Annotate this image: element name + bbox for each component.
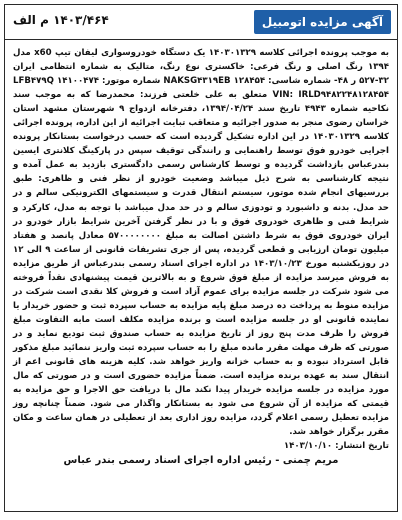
notice-page: [4, 4, 398, 512]
publication-line: [5, 439, 397, 453]
notice-header: [5, 5, 397, 40]
notice-body: به موجب پرونده اجرائی کلاسه ۱۴۰۳۰۱۳۲۹ یک دستگاه خودروسواری لیفان تیپ x60 مدل ۱۳۹۴ رنگ اصلی و رنگ فرعی: خاکستری نوع رنگ، متالیک به شماره انتظامی ایران ۳۲-۵۲۷ ر ۴۸- شماره شاسی: NAKSG۴۳۱۹EB ۱۲۸۴۵۴ شماره موتور: LFB۴۷۹Q ۱۴۱۰۰۴۷۴ VIN: IRLD۹۴۸۲۲۴۸۱۲۸۴۵۴ متعلق به علی خلعتی فرزند: محمدرضا که به موجب سند نکاحیه شماره ۴۹۴۳ تاریخ سند ۱۳۹۴/۰۴/۲۴، دفترخانه ازدواج ۹ شهرستان مشهد استان خراسان رضوی منجر به صدور اجرائیه و متعاقب تبایت اجرائیه از این اداره، پرونده اجرائی کلاسه ۱۴۰۳۰۱۳۲۹ در این اداره تشکیل گردیده است که حسب درخواست بستانکار پرونده اجرایی خودرو فوق توسط راهنمایی و رانندگی توقیف سپس در پارکینگ کلانتری ایسین بندرعباس بازداشت گردیده و توسط کارشناس رسمی دادگستری بازدید به عمل آمده و نتیجه کارشناسی به شرح ذیل میباشد وضعیت خودرو از نظر فنی و ظاهری: طبق بررسیهای انجام شده موتور، سیستم انتقال قدرت و سیستمهای الکترونیکی سالم و در حد مدل. بدنه و داشبورد و تودوزی سالم و در حد مدل میباشد با توجه به مدل، کارکرد و شرایط فنی و ظاهری خودروی فوق و با در نظر گرفتن آخرین شرایط بازار خودرو در ایران خودروی فوق به شرط داشتن اصالت به مبلغ ۵۷۰۰۰۰۰۰۰۰ معادل پانصد و هفتاد میلیون تومان ارزیابی و قطعی گردیده، پس از جری تشریفات قانونی از ساعت ۹ الی ۱۲ در روزیکشنبه مورخ ۱۴۰۳/۱۰/۲۳ در اداره اجرای اسناد رسمی بندرعباس از طریق مزایده به فروش میرسد مزایده از مبلغ فوق شروع و به بالاترین قیمت پیشنهادی نقداً فروخته می شود شرکت در جلسه مزایده برای عموم آزاد است و فروش کلا نقدی است شرکت در مزایده منوط به پرداخت ده درصد مبلغ پایه مزایده به حساب سپرده ثبت و حضور خریدار یا نماینده قانونی او در جلسه مزایده است و برنده مزایده مکلف است مابه التفاوت مبلغ فروش را ظرف مدت پنج روز از تاریخ مزایده به حساب صندوق ثبت تودیع نماید و در صورتی که ظرف مهلت مقرر مانده مبلغ را به حساب سپرده ثبت واریز ننمائید مبلغ مذکور قابل استرداد نبوده و به حساب خزانه واریز خواهد شد. کلیه هزینه های قانونی اعم از انتقال سند به عهده برنده مزایده است. ضمناً مزایده حضوری است و در صورتی که مال مورد مزایده در جلسه مزایده خریدار پیدا نکند مال با دریافت حق الاجرا و حق مزایده به قیمتی که مزایده از آن شروع می شود به بستانکار واگذار می شود. ضمناً چنانچه روز مزایده تعطیل رسمی اعلام گردد، مزایده روز اداری بعد از تعطیلی در همان ساعت و مکان مقرر برگزار خواهد شد.: [13, 48, 389, 438]
signature: مریم چمنی - رئیس اداره اجرای اسناد رسمی بندر عباس: [63, 455, 339, 467]
publication-label: تاریخ انتشار:: [335, 441, 389, 452]
publication-date: ۱۴۰۳/۱۰/۱۰: [283, 441, 333, 452]
notice-title: آگهی مزایده اتومبیل: [254, 10, 391, 34]
reference-number: ۱۴۰۳/۴۶۴ م الف: [13, 13, 109, 27]
